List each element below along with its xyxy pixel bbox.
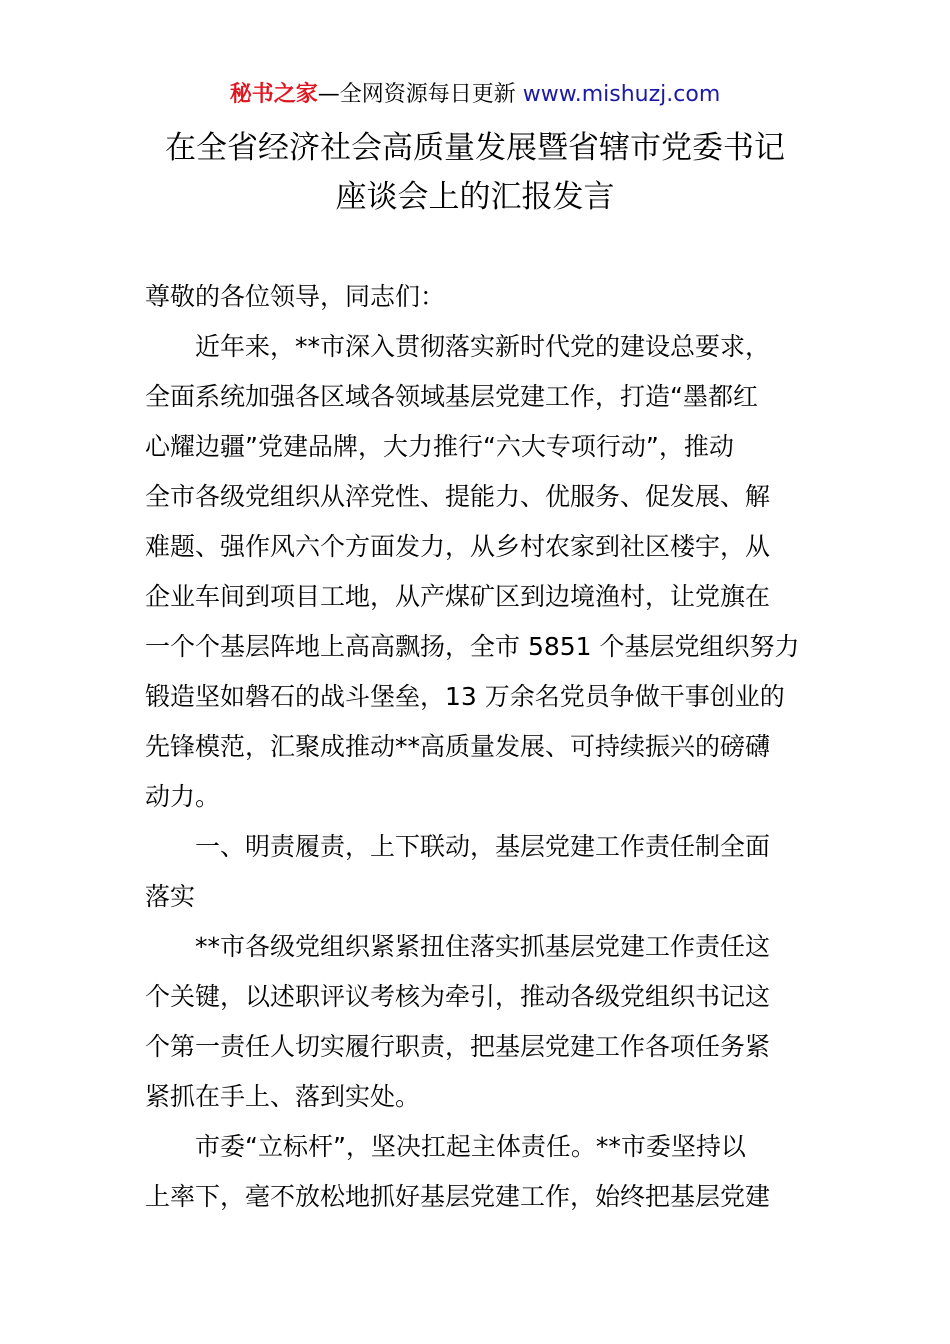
- body-line: 近年来，**市深入贯彻落实新时代党的建设总要求，: [195, 332, 771, 361]
- body-line: 锻造坚如磐石的战斗堡垒，13 万余名党员争做干事创业的: [145, 682, 785, 711]
- site-url-link[interactable]: www.mishuzj.com: [522, 82, 721, 107]
- body-line: 个关键，以述职评议考核为牵引，推动各级党组织书记这: [145, 982, 771, 1011]
- body-line: 先锋模范，汇聚成推动**高质量发展、可持续振兴的磅礴: [145, 732, 771, 761]
- site-name: 秘书之家: [229, 82, 318, 107]
- body-line: 上率下，毫不放松地抓好基层党建工作，始终把基层党建: [145, 1182, 771, 1211]
- body-line: 个第一责任人切实履行职责，把基层党建工作各项任务紧: [145, 1032, 771, 1061]
- salutation: 尊敬的各位领导，同志们：: [145, 282, 446, 311]
- body-line: 心耀边疆”党建品牌，大力推行“六大专项行动”，推动: [145, 432, 734, 461]
- site-tagline: —全网资源每日更新: [317, 82, 523, 107]
- body-line: 企业车间到项目工地，从产煤矿区到边境渔村，让党旗在: [145, 582, 771, 611]
- body-line: **市各级党组织紧紧扭住落实抓基层党建工作责任这: [195, 932, 771, 961]
- section-heading: 一、明责履责，上下联动，基层党建工作责任制全面: [195, 832, 771, 861]
- document-title-line-1: 在全省经济社会高质量发展暨省辖市党委书记: [165, 130, 785, 166]
- body-line: 全面系统加强各区域各领域基层党建工作，打造“墨都红: [145, 382, 758, 411]
- site-header: [0, 80, 950, 110]
- body-line: 全市各级党组织从淬党性、提能力、优服务、促发展、解: [145, 482, 771, 511]
- section-heading-cont: 落实: [145, 882, 196, 911]
- document-body: [145, 272, 810, 1222]
- body-line: 难题、强作风六个方面发力，从乡村农家到社区楼宇，从: [145, 532, 771, 561]
- body-line: 紧抓在手上、落到实处。: [145, 1082, 421, 1111]
- document-title-line-2: 座谈会上的汇报发言: [335, 179, 615, 215]
- body-line: 市委“立标杆”，坚决扛起主体责任。**市委坚持以: [195, 1132, 746, 1161]
- body-line: 一个个基层阵地上高高飘扬，全市 5851 个基层党组织努力: [145, 632, 800, 661]
- body-line: 动力。: [145, 782, 221, 811]
